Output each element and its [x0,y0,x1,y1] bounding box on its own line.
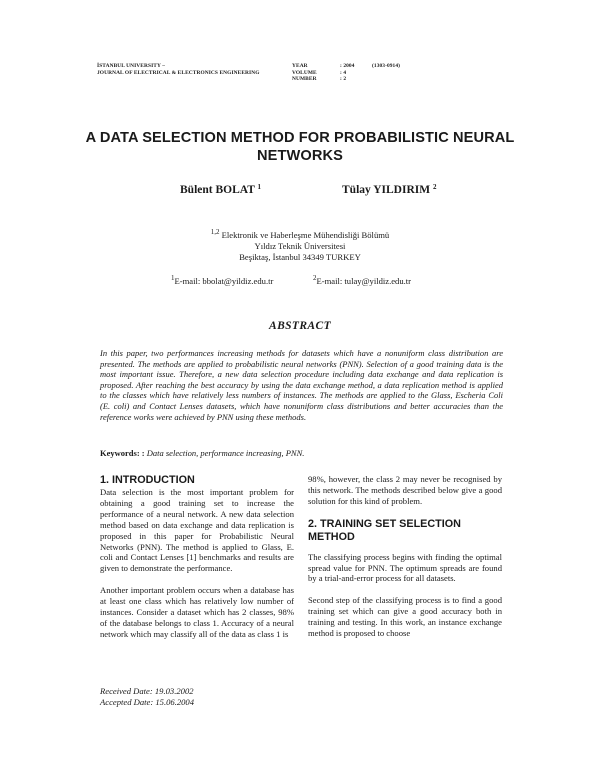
author-sup: 1 [257,183,262,191]
volume-value: : 4 [340,69,347,76]
issn: (1303-0914) [372,63,401,69]
submission-dates [100,686,194,708]
author-1 [180,184,261,196]
affiliation-sup: 1,2 [210,228,220,236]
right-column [308,474,502,650]
received-date: Received Date: 19.03.2002 [100,686,194,696]
year-label: YEAR [292,63,308,69]
intro-paragraph-1: Data selection is the most important problem for obtaining a good training set to increase the performance of a neural network. A new data selection method based on data exchange and data replication is proposed in this paper for Probabilistic Neural Networks (PNN). The method is applied to Glass, E. coli and Contact Lenses [1] benchmarks and results are given to demonstrate the performance. [100,487,294,574]
email-sup: 2 [313,274,317,282]
abstract-heading: ABSTRACT [269,320,331,332]
email-1 [171,276,273,286]
affiliation-university: Yıldız Teknik Üniversitesi [254,241,346,251]
volume-label: VOLUME [292,69,317,76]
email-sup: 1 [171,274,175,282]
author-name: Tülay YILDIRIM [342,184,431,196]
university-name: İSTANBUL UNIVERSITY – [97,63,166,69]
intro-paragraph-2-continued: 98%, however, the class 2 may never be recognised by this network. The methods described below give a good solution for this kind of problem. [308,474,502,506]
number-value: : 2 [340,76,347,83]
email-text: E-mail: bbolat@yildiz.edu.tr [174,276,274,286]
keywords [100,448,503,458]
affiliation-address: Beşiktaş, İstanbul 34349 TURKEY [239,252,361,262]
accepted-date: Accepted Date: 15.06.2004 [100,697,195,707]
training-set-heading: 2. TRAINING SET SELECTION METHOD [308,517,461,543]
year-value: : 2004 [340,63,355,69]
affiliation [160,230,440,263]
training-paragraph-2: Second step of the classifying process is to find a good training set which can give a good accuracy both in training and testing. In this work, an instance exchange method is proposed to choose [308,595,502,638]
email-2 [313,276,411,286]
introduction-heading: 1. INTRODUCTION [100,474,195,486]
email-text: E-mail: tulay@yildiz.edu.tr [316,276,412,286]
author-sup: 2 [432,183,437,191]
number-label: NUMBER [292,76,317,83]
journal-header [97,63,260,76]
left-column [100,474,294,651]
affiliation-department: Elektronik ve Haberleşme Mühendisliği Bölümü [221,230,390,240]
author-2 [342,184,436,196]
abstract-body: In this paper, two performances increasing methods for datasets which have a nonuniform class distribution are presented. The methods are applied to probabilistic neural networks (PNN). Selection of a good training data is the most important issue. Therefore, a new data selection procedure including data exchange and data replication is proposed. After reaching the best accuracy by using the data exchange method, a data replication method is applied to the classes which have relatively less numbers of instances. The methods are applied to the Glass, Escheria Coli (E. coli) and Contact Lenses datasets, which have nonuniform class distributions and better accuracies than the reference works were achieved by PNN using these methods. [100,348,503,422]
intro-paragraph-2: Another important problem occurs when a database has at least one class which has relatively low number of instances. Consider a dataset which has 2 classes, 98% of the database belongs to class 1. Accuracy of a neural network which may classify all of the data as class 1 is [100,585,294,639]
journal-meta [292,63,400,83]
keywords-text: Data selection, performance increasing, PNN. [146,448,305,458]
training-paragraph-1: The classifying process begins with finding the optimal spread value for PNN. The optimum spreads are found by a trial-and-error process for all datasets. [308,551,502,584]
paper-title: A DATA SELECTION METHOD FOR PROBABILISTIC NEURAL NETWORKS [85,130,515,164]
author-name: Bülent BOLAT [180,184,255,196]
keywords-label: Keywords: : [100,448,145,458]
journal-name: JOURNAL OF ELECTRICAL & ELECTRONICS ENGINEERING [97,69,260,76]
